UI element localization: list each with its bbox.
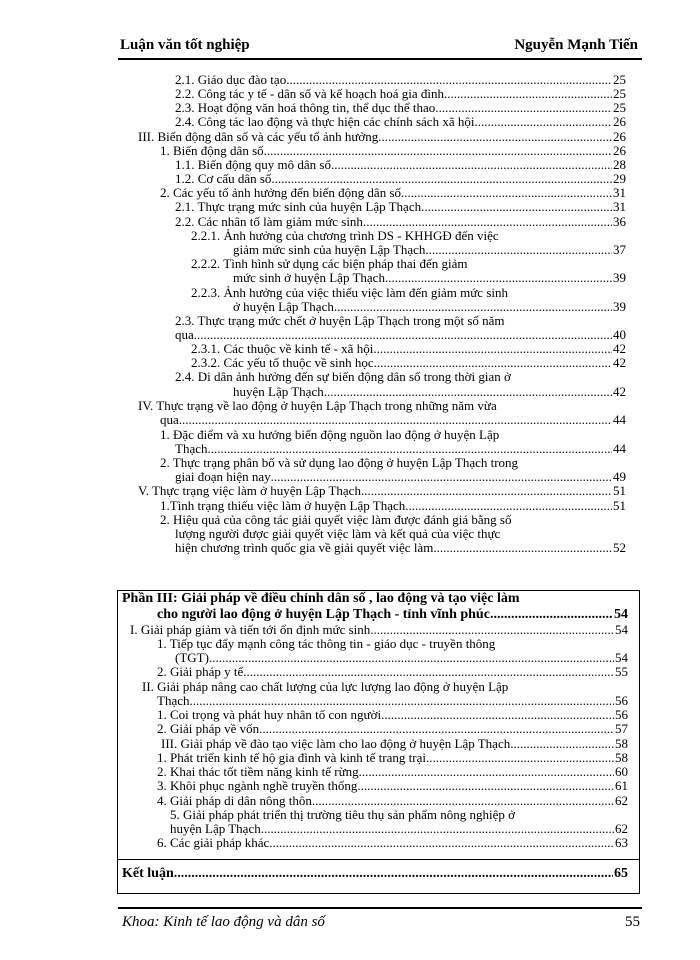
toc-page-number: 42 xyxy=(613,341,626,356)
toc-entry xyxy=(157,722,628,736)
toc-page-number: 58 xyxy=(615,736,628,751)
toc-leader-dots xyxy=(194,328,612,342)
toc-entry xyxy=(191,286,508,300)
footer-page-number: 55 xyxy=(625,914,640,930)
toc-entry xyxy=(233,271,626,285)
toc-entry-title: Thạch xyxy=(175,441,208,456)
toc-leader-dots xyxy=(174,867,613,881)
toc-entry-title: huyện Lập Thạch. xyxy=(170,821,264,836)
toc-entry xyxy=(175,115,626,129)
toc-leader-dots xyxy=(334,300,612,314)
toc-entry xyxy=(157,637,495,651)
toc-entry xyxy=(142,680,508,694)
toc-entry xyxy=(175,370,511,384)
toc-entry xyxy=(175,158,626,172)
toc-entry-title: 1. Coi trọng và phát huy nhân tố con người xyxy=(157,707,382,722)
toc-entry-title: 2.4. Công tác lao động và thực hiện các chính sách xã hội. xyxy=(175,114,478,129)
toc-entry xyxy=(170,808,515,822)
toc-entry-title: Phần III: Giải pháp về điều chỉnh dân số , lao động và tạo việc làm xyxy=(122,591,520,606)
toc-leader-dots xyxy=(267,144,612,158)
toc-page-number: 56 xyxy=(615,707,628,722)
toc-entry-title: IV. Thực trạng về lao động ở huyện Lập Thạch trong những năm vừa xyxy=(138,398,497,413)
toc-entry-title: ở huyện Lập Thạch xyxy=(233,299,334,314)
toc-entry-title: (TGT) xyxy=(175,650,209,665)
toc-leader-dots xyxy=(259,722,614,736)
toc-entry-title: I. Giải pháp giảm và tiến tới ổn định mức sinh xyxy=(130,622,371,637)
toc-page-number: 25 xyxy=(613,86,626,101)
toc-entry xyxy=(175,651,628,665)
toc-entry xyxy=(157,708,628,722)
toc-page-number: 31 xyxy=(613,199,626,214)
toc-page-number: 58 xyxy=(615,750,628,765)
toc-page-number: 54 xyxy=(615,650,628,665)
toc-entry xyxy=(122,867,628,881)
toc-page-number: 39 xyxy=(613,299,626,314)
toc-entry-title: 2.4. Di dân ảnh hưởng đến sự biến động dân số trong thời gian ở xyxy=(175,369,511,384)
toc-leader-dots xyxy=(264,822,614,836)
toc-page-number: 25 xyxy=(613,72,626,87)
toc-leader-dots xyxy=(289,73,612,87)
toc-entry xyxy=(157,836,628,850)
toc-entry xyxy=(175,328,626,342)
toc-page-number: 52 xyxy=(613,540,626,555)
toc-page-number: 49 xyxy=(613,469,626,484)
toc-entry xyxy=(160,513,511,527)
toc-leader-dots xyxy=(382,130,612,144)
toc-entry-title: qua xyxy=(175,327,194,342)
toc-entry xyxy=(175,101,626,115)
toc-leader-dots xyxy=(405,499,612,513)
toc-page-number: 57 xyxy=(615,721,628,736)
toc-leader-dots xyxy=(478,115,612,129)
toc-entry xyxy=(160,413,626,427)
toc-entry xyxy=(138,130,626,144)
toc-entry-title: 5. Giải pháp phát triển thị trường tiêu thụ sản phẩm nông nghiệp ở xyxy=(170,807,516,822)
toc-page-number: 62 xyxy=(615,821,628,836)
toc-entry xyxy=(170,822,628,836)
toc-entry xyxy=(191,342,626,356)
toc-leader-dots xyxy=(437,541,612,555)
toc-entry xyxy=(160,428,499,442)
toc-leader-dots xyxy=(370,623,614,637)
toc-entry-title: 1.Tình trạng thiếu việc làm ở huyện Lập Thạch xyxy=(160,498,406,513)
toc-entry-title: 1.1. Biến động quy mô dân số. xyxy=(175,157,335,172)
toc-entry xyxy=(157,765,628,779)
toc-leader-dots xyxy=(429,751,614,765)
toc-page-number: 65 xyxy=(614,866,628,881)
toc-entry-title: 2.2.1. Ảnh hưởng của chương trình DS - KHHGĐ đến việc xyxy=(191,228,499,243)
toc-page-number: 37 xyxy=(613,242,626,257)
toc-page-number: 56 xyxy=(615,693,628,708)
toc-entry xyxy=(175,87,626,101)
toc-entry xyxy=(161,737,628,751)
toc-entry-title: 2. Hiệu quả của công tác giải quyết việc làm được đánh giá bằng số xyxy=(160,512,512,527)
toc-leader-dots xyxy=(209,651,614,665)
toc-entry xyxy=(175,442,626,456)
toc-entry-title: III. Giải pháp về đào tạo việc làm cho lao động ở huyện Lập Thạch xyxy=(161,736,511,751)
toc-entry-title: 2.1. Thực trạng mức sinh của huyện Lập Thạch. xyxy=(175,199,425,214)
toc-page-number: 39 xyxy=(613,270,626,285)
toc-leader-dots xyxy=(179,413,612,427)
toc-entry-title: 2. Giải pháp y tế xyxy=(157,664,244,679)
toc-leader-dots xyxy=(362,765,614,779)
toc-entry-title: huyện Lập Thạch xyxy=(233,384,324,399)
toc-entry-title: giảm mức sinh của huyện Lập Thạch xyxy=(233,242,426,257)
toc-leader-dots xyxy=(275,172,612,186)
toc-page-number: 54 xyxy=(614,607,628,622)
toc-entry xyxy=(175,172,626,186)
toc-page-number: 26 xyxy=(613,143,626,158)
toc-page-number: 51 xyxy=(613,483,626,498)
toc-entry-title: 3. Khôi phục ngành nghề truyền thống. xyxy=(157,778,361,793)
toc-entry xyxy=(191,257,468,271)
toc-entry-title: 1.2. Cơ cấu dân số. xyxy=(175,171,275,186)
toc-entry xyxy=(160,144,626,158)
toc-entry xyxy=(157,779,628,793)
toc-entry xyxy=(160,186,626,200)
toc-page-number: 40 xyxy=(613,327,626,342)
toc-leader-dots xyxy=(425,243,612,257)
toc-entry xyxy=(157,665,628,679)
toc-page-number: 42 xyxy=(613,355,626,370)
toc-entry-title: cho người lao động ở huyện Lập Thạch - tỉnh vĩnh phúc xyxy=(157,607,490,622)
toc-leader-dots xyxy=(366,215,612,229)
toc-entry xyxy=(175,470,626,484)
toc-entry-title: 2.3.2. Các yếu tố thuộc về sinh học. xyxy=(191,355,377,370)
toc-entry xyxy=(233,243,626,257)
toc-entry-title: 2.2. Các nhân tố làm giảm mức sinh. xyxy=(175,214,367,229)
toc-leader-dots xyxy=(447,87,612,101)
toc-leader-dots xyxy=(315,794,614,808)
toc-entry-title: 2.3. Thực trạng mức chết ở huyện Lập Thạch trong một số năm xyxy=(175,313,505,328)
toc-leader-dots xyxy=(273,836,614,850)
toc-leader-dots xyxy=(385,271,612,285)
toc-leader-dots xyxy=(361,484,612,498)
toc-entry xyxy=(157,608,628,622)
toc-entry-title: 1. Tiếp tục đẩy mạnh công tác thông tin - giáo dục - truyền thông xyxy=(157,636,496,651)
toc-entry-title: 2.1. Giáo dục đào tạo. xyxy=(175,72,290,87)
toc-entry-title: mức sinh ở huyện Lập Thạch xyxy=(233,270,385,285)
toc-leader-dots xyxy=(381,708,614,722)
toc-entry-title: 1. Đặc điểm và xu hướng biến động nguồn lao động ở huyện Lập xyxy=(160,427,500,442)
toc-leader-dots xyxy=(243,665,614,679)
toc-entry-title: V. Thực trạng việc làm ở huyện Lập Thạch xyxy=(138,483,361,498)
toc-leader-dots xyxy=(439,101,612,115)
toc-leader-dots xyxy=(377,356,612,370)
toc-entry xyxy=(191,229,499,243)
toc-page-number: 26 xyxy=(613,114,626,129)
toc-entry-title: 2. Thực trạng phân bố và sử dụng lao động ở huyện Lập Thạch trong xyxy=(160,455,519,470)
toc-page-number: 60 xyxy=(615,764,628,779)
frame-separator xyxy=(117,859,640,860)
toc-leader-dots xyxy=(424,200,612,214)
header-rule xyxy=(118,58,642,60)
toc-entry xyxy=(175,314,505,328)
toc-entry-title: 2.2.2. Tình hình sử dụng các biện pháp thai đến giảm xyxy=(191,256,468,271)
toc-page-number: 29 xyxy=(613,171,626,186)
toc-entry-title: 4. Giải pháp di dân nông thôn. xyxy=(157,793,316,808)
toc-page-number: 51 xyxy=(613,498,626,513)
toc-entry-title: 6. Các giải pháp khác. xyxy=(157,835,273,850)
toc-entry-title: III. Biến động dân số và các yếu tố ảnh hưởng. xyxy=(138,129,382,144)
toc-entry-title: 1. Phát triển kinh tế hộ gia đình và kinh tế trang trại. xyxy=(157,750,430,765)
toc-entry xyxy=(160,499,626,513)
toc-entry xyxy=(191,356,626,370)
toc-entry-title: 2.3. Hoạt động văn hoá thông tin, thể dục thể thao. xyxy=(175,100,439,115)
toc-leader-dots xyxy=(361,779,614,793)
toc-page-number: 28 xyxy=(613,157,626,172)
toc-page-number: 63 xyxy=(615,835,628,850)
toc-page-number: 26 xyxy=(613,129,626,144)
toc-entry xyxy=(233,385,626,399)
toc-entry xyxy=(175,215,626,229)
toc-entry xyxy=(122,592,520,606)
toc-leader-dots xyxy=(324,385,612,399)
toc-entry-title: Thạch xyxy=(157,693,190,708)
header-author-name: Nguyễn Mạnh Tiến xyxy=(514,37,638,53)
toc-entry xyxy=(160,456,518,470)
toc-leader-dots xyxy=(490,608,613,622)
toc-page-number: 36 xyxy=(613,214,626,229)
toc-entry-title: 2. Khai thác tốt tiềm năng kinh tế rừng. xyxy=(157,764,362,779)
toc-entry xyxy=(175,200,626,214)
toc-page-number: 42 xyxy=(613,384,626,399)
toc-entry-title: hiện chương trình quốc gia về giải quyết việc làm. xyxy=(175,540,437,555)
toc-entry xyxy=(157,794,628,808)
toc-entry xyxy=(175,73,626,87)
toc-leader-dots xyxy=(373,342,612,356)
toc-entry-title: Kết luận xyxy=(122,866,174,881)
toc-page-number: 44 xyxy=(613,441,626,456)
toc-entry-title: II. Giải pháp nâng cao chất lượng của lực lượng lao động ở huyện Lập xyxy=(142,679,509,694)
toc-entry-title: 2.3.1. Các thuộc về kinh tế - xã hội xyxy=(191,341,374,356)
toc-page-number: 31 xyxy=(613,185,626,200)
toc-leader-dots xyxy=(334,158,612,172)
toc-leader-dots xyxy=(189,694,614,708)
toc-entry xyxy=(157,751,628,765)
toc-page-number: 55 xyxy=(615,664,628,679)
toc-entry-title: qua xyxy=(160,412,179,427)
footer-rule xyxy=(118,907,642,909)
footer-faculty-label: Khoa: Kinh tế lao động và dân số xyxy=(122,914,325,930)
toc-entry xyxy=(233,300,626,314)
toc-leader-dots xyxy=(271,470,612,484)
toc-page-number: 61 xyxy=(615,778,628,793)
toc-leader-dots xyxy=(401,186,612,200)
toc-page-number: 25 xyxy=(613,100,626,115)
toc-entry-title: lượng người được giải quyết việc làm và kết quả của việc thực xyxy=(175,526,501,541)
toc-leader-dots xyxy=(510,737,614,751)
toc-entry xyxy=(175,527,500,541)
toc-entry-title: giai đoạn hiện nay xyxy=(175,469,271,484)
toc-entry xyxy=(138,399,497,413)
toc-entry-title: 2.2.3. Ảnh hưởng của việc thiếu việc làm đến giảm mức sinh xyxy=(191,285,509,300)
toc-entry xyxy=(130,623,628,637)
toc-page-number: 54 xyxy=(615,622,628,637)
toc-entry xyxy=(157,694,628,708)
toc-leader-dots xyxy=(207,442,612,456)
toc-page-number: 62 xyxy=(615,793,628,808)
toc-page-number: 44 xyxy=(613,412,626,427)
toc-entry xyxy=(138,484,626,498)
header-thesis-label: Luận văn tốt nghiệp xyxy=(120,37,250,53)
toc-entry-title: 2. Các yếu tố ảnh hưởng đến biến động dân số xyxy=(160,185,402,200)
toc-entry-title: 1. Biến động dân số. xyxy=(160,143,267,158)
toc-entry-title: 2. Giải pháp về vốn xyxy=(157,721,260,736)
toc-entry xyxy=(175,541,626,555)
toc-entry-title: 2.2. Công tác y tế - dân số và kế hoạch hoá gia đình. xyxy=(175,86,448,101)
